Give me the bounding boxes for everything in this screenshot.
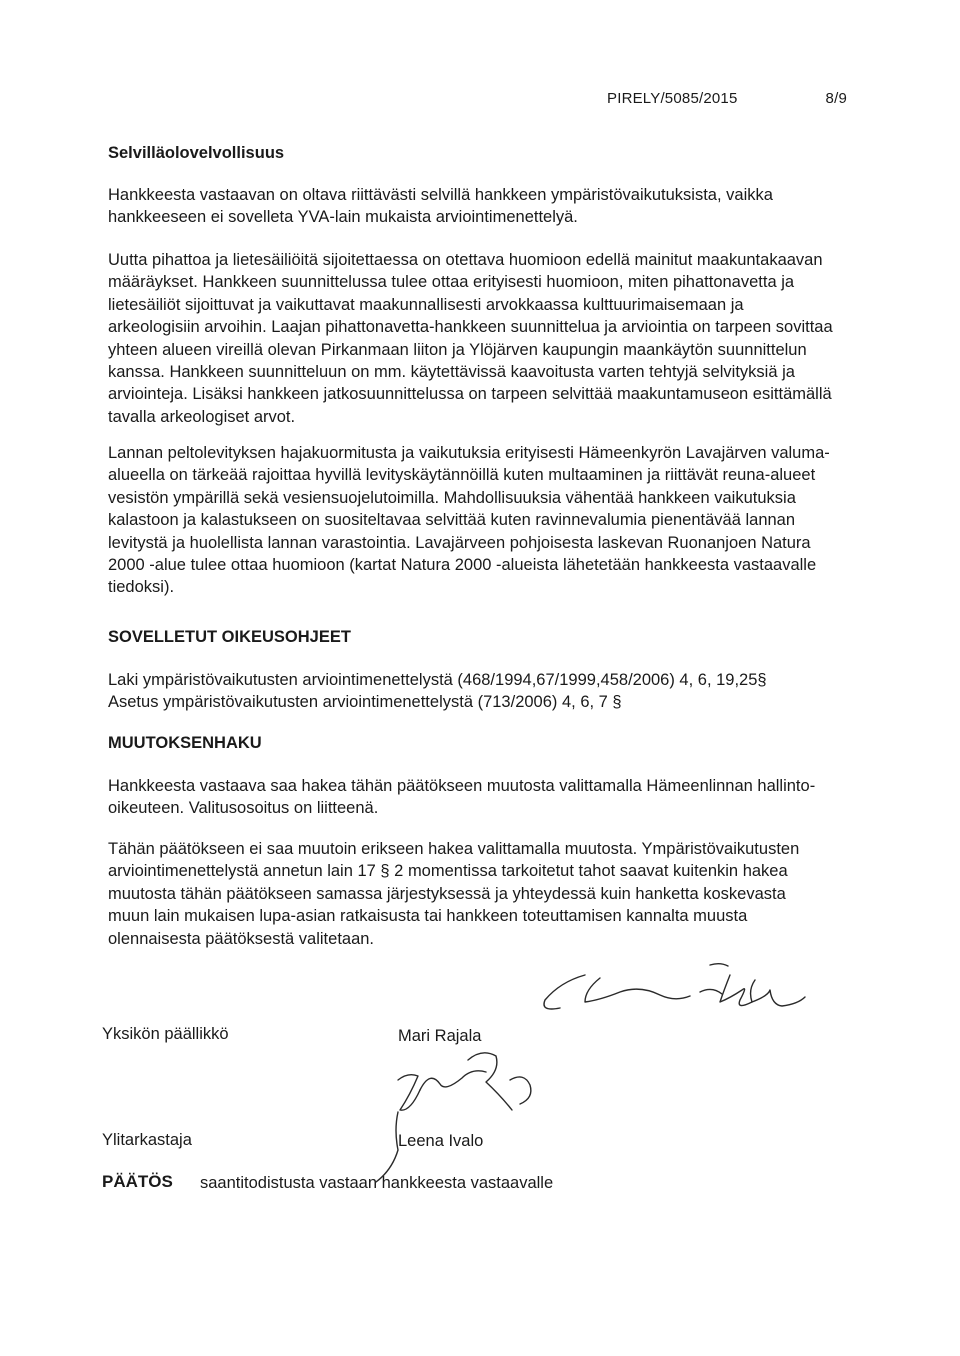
applied-law-line-2: Asetus ympäristövaikutusten arviointimenettelystä (713/2006) 4, 6, 7 § <box>108 693 622 711</box>
document-reference: PIRELY/5085/2015 <box>607 90 738 107</box>
page-number: 8/9 <box>825 90 847 107</box>
decision-label: PÄÄTÖS <box>102 1172 173 1191</box>
signature-mari-rajala-stroke-2 <box>585 978 690 1002</box>
signature-mari-rajala-stroke-5 <box>751 980 805 1006</box>
signature-mari-rajala-stroke-6 <box>710 964 728 966</box>
signature-leena-ivalo-stroke-5 <box>376 1112 398 1182</box>
signature-mari-rajala-stroke-4 <box>720 975 752 1006</box>
signature-mari-rajala-stroke-1 <box>544 975 585 1009</box>
signature-leena-ivalo-stroke-1 <box>398 1075 420 1111</box>
paragraph-siting-considerations: Uutta pihattoa ja lietesäiliöitä sijoitettaessa on otettava huomioon edellä mainitut maakuntakaavan määräykset. Hankkeen suunnittelussa tulee ottaa erityisesti huomioon, miten pihattonavetta ja lietesäiliöt sijoittuvat ja vaikuttavat maakunnallisesti arvokkaassa kulttuurimaisemaan ja arkeologisiin arvoihin. Laajan pihattonavetta-hankkeen suunnittelua ja arviointia on tarpeen sovittaa yhteen alueen vireillä olevan Pirkanmaan liiton ja Ylöjärven kaupungin maankäytön suunnittelun kanssa. Hankkeen suunnitteluun on mm. käytettävissä kaavoitusta varten tehtyjä selvityksiä ja arviointeja. Lisäksi hankkeen jatkosuunnittelussa on tarpeen selvittää maakuntamuseon esittämällä tavalla arkeologiset arvot. <box>108 251 833 426</box>
section-title-sovelletut-oikeusohjeet: SOVELLETUT OIKEUSOHJEET <box>108 628 351 646</box>
section-title-selvillaolovelvollisuus: Selvilläolovelvollisuus <box>108 144 285 162</box>
signatory-role-2: Ylitarkastaja <box>102 1131 192 1149</box>
signature-leena-ivalo-stroke-4 <box>510 1077 531 1104</box>
signatory-name-2: Leena Ivalo <box>398 1132 484 1150</box>
paragraph-appeal-restrictions: Tähän päätökseen ei saa muutoin erikseen hakea valittamalla muutosta. Ympäristövaikutusten arviointimenettelystä annetun lain 17 § 2 momentissa tarkoitetut tahot saavat kuitenkin hakea muutosta tähän päätökseen samassa järjestyksessä ja yhteydessä kuin hanketta koskevasta muun lain mukaisen lupa-asian ratkaisusta tai hankkeen toteuttamisen kannalta muusta olennaisesta päätöksestä valitetaan. <box>108 840 800 948</box>
signature-leena-ivalo-stroke-3 <box>468 1053 512 1110</box>
paragraph-appeal-court: Hankkeesta vastaava saa hakea tähän päätökseen muutosta valittamalla Hämeenlinnan hallinto-oikeuteen. Valitusosoitus on liitteenä. <box>108 777 816 818</box>
signatory-name-1: Mari Rajala <box>398 1027 482 1045</box>
section-title-muutoksenhaku: MUUTOKSENHAKU <box>108 734 262 752</box>
decision-delivery-text: saantitodistusta vastaan hankkeesta vastaavalle <box>200 1174 554 1192</box>
paragraph-manure-spreading: Lannan peltolevityksen hajakuormitusta ja vaikutuksia erityisesti Hämeenkyrön Lavajärven valuma-alueella on tärkeää rajoittaa hyvillä levityskäytännöillä kuten multaaminen ja riittävät reuna-alueet vesistön ympärillä sekä vesiensuojelutoimilla. Mahdollisuuksia vähentää hankkeen vaikutuksia kalastoon ja kalastukseen on suositeltavaa selvittää kuten ravinnevalumia pienentävää lannan levitystä ja huolellista lannan varastointia. Lavajärveen pohjoisesta laskevan Ruonanjoen Natura 2000 -alue tulee ottaa huomioon (kartat Natura 2000 -alueista lähetetään hankkeesta vastaavalle tiedoksi). <box>108 444 830 597</box>
signature-leena-ivalo-stroke-2 <box>420 1071 486 1090</box>
paragraph-awareness-duty: Hankkeesta vastaavan on oltava riittävästi selvillä hankkeen ympäristövaikutuksista, vaikka hankkeeseen ei sovelleta YVA-lain mukaista arviointimenettelyä. <box>108 186 773 227</box>
signatory-role-1: Yksikön päällikkö <box>102 1025 229 1043</box>
signature-mari-rajala-stroke-3 <box>700 989 722 994</box>
applied-law-line-1: Laki ympäristövaikutusten arviointimenettelystä (468/1994,67/1999,458/2006) 4, 6, 19,25§ <box>108 671 767 689</box>
